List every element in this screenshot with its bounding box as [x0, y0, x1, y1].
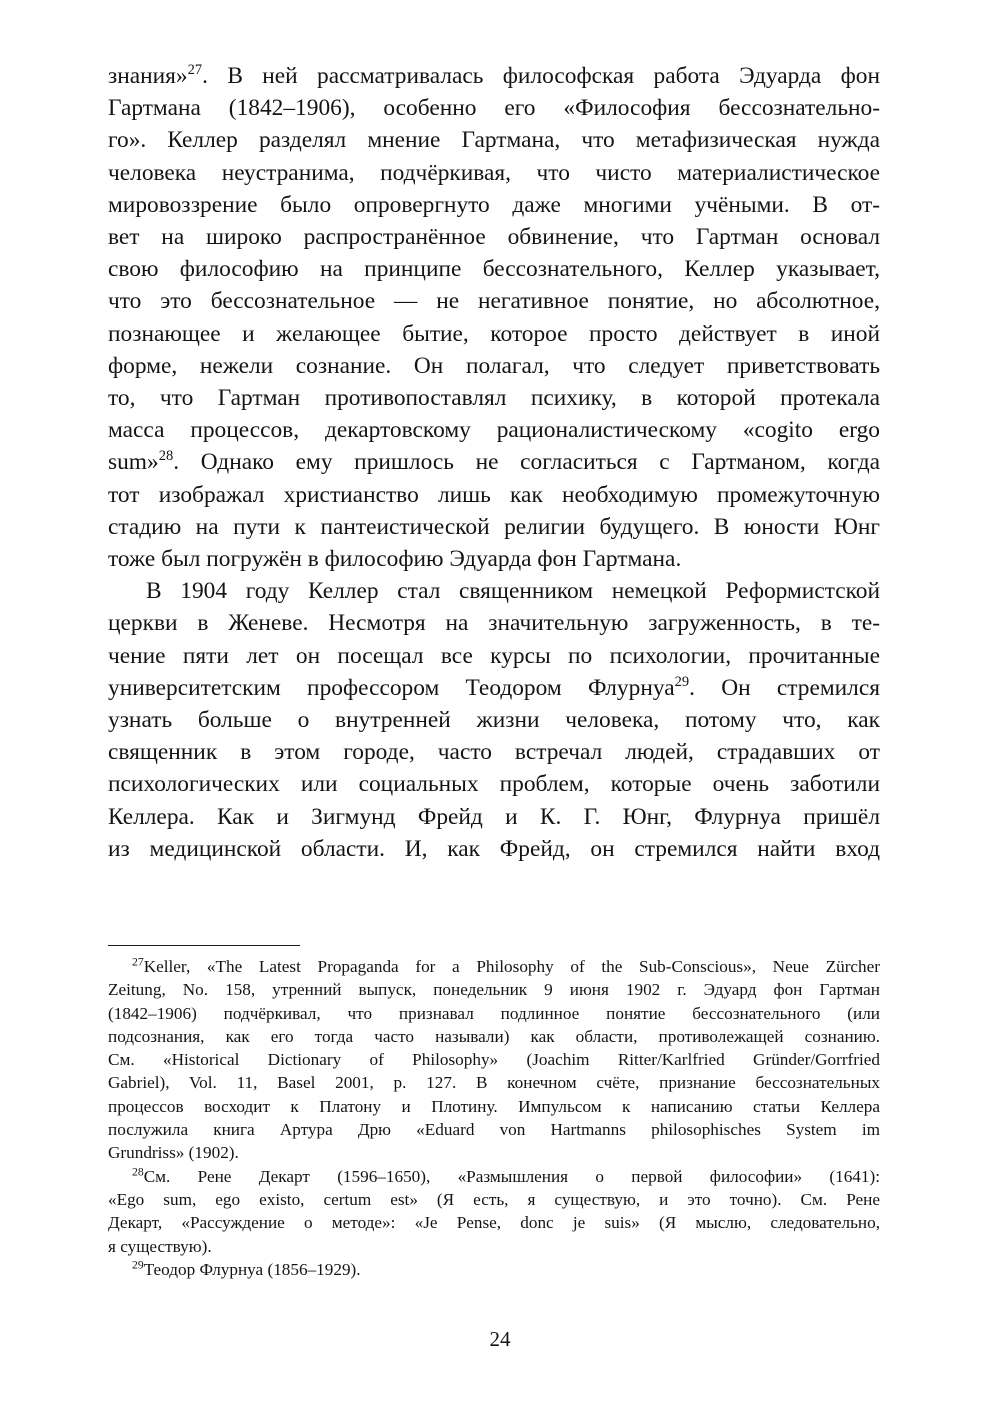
footnote-28	[108, 1165, 880, 1258]
text-line: В 1904 году Келлер стал священником немецкой Реформистской	[146, 578, 880, 605]
text-line: го». Келлер разделял мнение Гартмана, что метафизическая нужда	[108, 127, 880, 154]
text-line: $^{28}$См. Рене Декарт (1596–1650), «Размышления о первой философии» (1641):	[132, 1165, 880, 1186]
footnotes	[108, 955, 880, 1281]
text-line: подсознания, как его тогда часто называли) как области, противолежащей сознанию.	[108, 1026, 880, 1046]
footnote-marker: 28	[132, 1165, 144, 1179]
main-text	[108, 60, 880, 865]
footnote-ref-27[interactable]: 27	[187, 62, 203, 79]
text-line: познающее и желающее бытие, которое просто действует в иной	[108, 320, 880, 347]
text-line: то, что Гартман противопоставлял психику, в которой протекала	[108, 385, 880, 412]
text-line: знания»$^{27}$. В ней рассматривалась философская работа Эдуарда фон	[108, 62, 880, 89]
page-number: 24	[489, 1327, 511, 1351]
text-line: послужила книга Артура Дрю «Eduard von Hartmanns philosophisches System im	[108, 1120, 880, 1140]
text-line: узнать больше о внутренней жизни человека, потому что, как	[108, 707, 880, 734]
text-line: $^{27}$Keller, «The Latest Propaganda for a Philosophy of the Sub-Conscious», Neue Zürcher	[132, 955, 880, 976]
text-line: тоже был погружён в философию Эдуарда фон Гартмана.	[108, 546, 682, 573]
text-line: что это бессознательное — не негативное понятие, но абсолютное,	[108, 288, 880, 315]
text-line: Gabriel), Vol. 11, Basel 2001, p. 127. В конечном счёте, признание бессознательных	[108, 1073, 880, 1093]
text-line: из медицинской области. И, как Фрейд, он стремился найти вход	[108, 835, 880, 862]
text-line: я существую).	[108, 1236, 212, 1256]
text-line: масса процессов, декартовскому рационалистическому «cogito ergo	[108, 417, 880, 444]
text-line: процессов восходит к Платону и Плотину. Импульсом к написанию статьи Келлера	[108, 1096, 880, 1116]
text-line: (1842–1906) подчёркивал, что признавал подлинное понятие бессознательного (или	[108, 1003, 880, 1023]
text-line: свою философию на принципе бессознательного, Келлер указывает,	[108, 256, 880, 283]
footnote-ref-29[interactable]: 29	[674, 673, 690, 690]
text-line: тот изображал христианство лишь как необходимую промежуточную	[108, 481, 880, 508]
text-line: стадию на пути к пантеистической религии будущего. В юности Юнг	[108, 513, 880, 540]
footnote-marker: 29	[132, 1258, 144, 1272]
text-line: «Ego sum, ego existo, certum est» (Я есть, я существую, и это точно). См. Рене	[108, 1189, 880, 1209]
footnote-27	[108, 955, 880, 1165]
footnote-29	[108, 1258, 880, 1281]
text-line: Grundriss» (1902).	[108, 1143, 239, 1163]
text-line: sum»$^{28}$. Однако ему пришлось не согласиться с Гартманом, когда	[108, 448, 880, 476]
paragraph-1	[108, 60, 880, 575]
text-line: форме, нежели сознание. Он полагал, что следует приветствовать	[108, 352, 880, 379]
text-line: университетским профессором Теодором Флурнуа$^{29}$. Он стремился	[108, 673, 880, 701]
footnote-marker: 27	[132, 955, 144, 969]
text-line: церкви в Женеве. Несмотря на значительную загруженность, в те-	[108, 610, 880, 637]
text-line: $^{29}$Теодор Флурнуа (1856–1929).	[132, 1258, 361, 1279]
text-line: мировоззрение было опровергнуто даже многими учёными. В от-	[108, 191, 880, 218]
text-line: психологических или социальных проблем, которые очень заботили	[108, 771, 880, 798]
text-line: Декарт, «Рассуждение о методе»: «Je Pense, donc je suis» (Я мыслю, следовательно,	[108, 1213, 880, 1233]
text-line: См. «Historical Dictionary of Philosophy» (Joachim Ritter/Karlfried Gründer/Gorrfried	[108, 1050, 880, 1070]
footnote-separator	[108, 945, 300, 946]
footnote-ref-28[interactable]: 28	[158, 448, 174, 465]
text-line: Келлера. Как и Зигмунд Фрейд и К. Г. Юнг, Флурнуа пришёл	[108, 803, 880, 830]
text-line: чение пяти лет он посещал все курсы по психологии, прочитанные	[108, 642, 880, 669]
text-line: человека неустранима, подчёркивая, что чисто материалистическое	[108, 159, 880, 186]
text-line: вет на широко распространённое обвинение, что Гартман основал	[108, 224, 880, 251]
text-line: Zeitung, No. 158, утренний выпуск, понедельник 9 июня 1902 г. Эдуард фон Гартман	[108, 980, 880, 1000]
paragraph-2	[108, 575, 880, 865]
text-line: Гартмана (1842–1906), особенно его «Философия бессознательно-	[108, 95, 880, 122]
text-line: священник в этом городе, часто встречал людей, страдавших от	[108, 739, 880, 766]
